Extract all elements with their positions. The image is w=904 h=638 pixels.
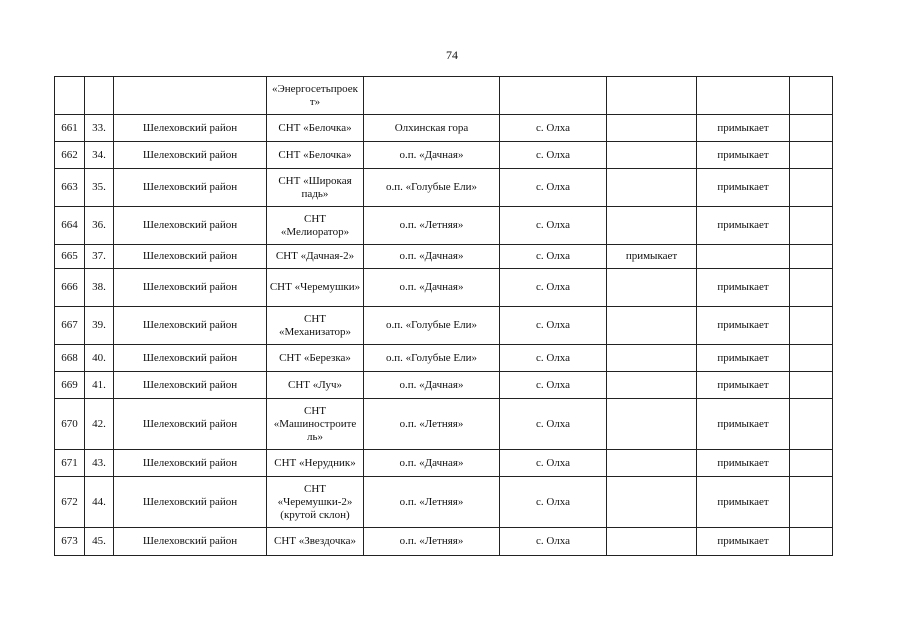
cell-settlement: с. Олха [500, 450, 607, 477]
cell-idx: 44. [85, 477, 114, 528]
cell-num [55, 77, 85, 115]
page-number: 74 [446, 48, 458, 62]
cell-settlement: с. Олха [500, 372, 607, 399]
cell-idx: 40. [85, 345, 114, 372]
table-row [55, 307, 833, 345]
cell-settlement: с. Олха [500, 245, 607, 269]
cell-idx: 43. [85, 450, 114, 477]
cell-district: Шелеховский район [114, 245, 267, 269]
settlements-table [54, 76, 833, 556]
cell-idx: 45. [85, 528, 114, 556]
cell-name: СНТ «Белочка» [267, 115, 364, 142]
cell-location [364, 77, 500, 115]
cell-name: СНТ «Черемушки-2» (крутой склон) [267, 477, 364, 528]
cell-name: СНТ «Механизатор» [267, 307, 364, 345]
cell-col7 [607, 399, 697, 450]
cell-num: 661 [55, 115, 85, 142]
cell-settlement: с. Олха [500, 115, 607, 142]
cell-col7 [607, 450, 697, 477]
cell-name: СНТ «Широкая падь» [267, 169, 364, 207]
cell-col7 [607, 115, 697, 142]
table-row [55, 450, 833, 477]
cell-district: Шелеховский район [114, 269, 267, 307]
cell-col9 [790, 77, 833, 115]
cell-col9 [790, 307, 833, 345]
cell-col7 [607, 307, 697, 345]
cell-location: о.п. «Летняя» [364, 207, 500, 245]
cell-district: Шелеховский район [114, 372, 267, 399]
cell-num: 670 [55, 399, 85, 450]
cell-settlement: с. Олха [500, 142, 607, 169]
cell-num: 664 [55, 207, 85, 245]
cell-name: СНТ «Луч» [267, 372, 364, 399]
cell-name: СНТ «Черемушки» [267, 269, 364, 307]
table-row [55, 399, 833, 450]
cell-col9 [790, 142, 833, 169]
cell-col9 [790, 528, 833, 556]
cell-district [114, 77, 267, 115]
cell-idx: 36. [85, 207, 114, 245]
cell-name: СНТ «Нерудник» [267, 450, 364, 477]
cell-col7 [607, 477, 697, 528]
cell-col7 [607, 269, 697, 307]
cell-col7 [607, 77, 697, 115]
cell-settlement: с. Олха [500, 207, 607, 245]
cell-location: о.п. «Голубые Ели» [364, 307, 500, 345]
cell-num: 662 [55, 142, 85, 169]
cell-name: СНТ «Березка» [267, 345, 364, 372]
cell-col9 [790, 269, 833, 307]
cell-num: 668 [55, 345, 85, 372]
cell-location: о.п. «Дачная» [364, 269, 500, 307]
cell-district: Шелеховский район [114, 207, 267, 245]
table-row [55, 245, 833, 269]
cell-num: 672 [55, 477, 85, 528]
cell-idx: 37. [85, 245, 114, 269]
cell-name: СНТ «Дачная-2» [267, 245, 364, 269]
cell-idx: 33. [85, 115, 114, 142]
cell-col7 [607, 169, 697, 207]
cell-location: о.п. «Голубые Ели» [364, 345, 500, 372]
table-row [55, 345, 833, 372]
cell-district: Шелеховский район [114, 169, 267, 207]
cell-idx: 35. [85, 169, 114, 207]
cell-location: о.п. «Дачная» [364, 450, 500, 477]
cell-col7 [607, 528, 697, 556]
cell-settlement: с. Олха [500, 528, 607, 556]
cell-idx: 42. [85, 399, 114, 450]
cell-location: о.п. «Летняя» [364, 399, 500, 450]
cell-settlement: с. Олха [500, 345, 607, 372]
cell-location: о.п. «Голубые Ели» [364, 169, 500, 207]
cell-col8: примыкает [697, 169, 790, 207]
cell-col9 [790, 345, 833, 372]
cell-settlement: с. Олха [500, 269, 607, 307]
table-row [55, 269, 833, 307]
table-row-continuation [55, 77, 833, 115]
cell-district: Шелеховский район [114, 528, 267, 556]
cell-col8: примыкает [697, 399, 790, 450]
cell-district: Шелеховский район [114, 115, 267, 142]
cell-location: о.п. «Летняя» [364, 477, 500, 528]
cell-location: о.п. «Дачная» [364, 245, 500, 269]
cell-location: о.п. «Летняя» [364, 528, 500, 556]
cell-col9 [790, 399, 833, 450]
table-row [55, 169, 833, 207]
cell-name: СНТ «Машиностроите ль» [267, 399, 364, 450]
cell-col8: примыкает [697, 142, 790, 169]
cell-col7 [607, 372, 697, 399]
cell-col8: примыкает [697, 528, 790, 556]
cell-col7 [607, 207, 697, 245]
cell-col8: примыкает [697, 307, 790, 345]
cell-col8: примыкает [697, 207, 790, 245]
table-row [55, 477, 833, 528]
cell-num: 666 [55, 269, 85, 307]
table-row [55, 207, 833, 245]
cell-col8 [697, 77, 790, 115]
cell-col9 [790, 372, 833, 399]
cell-district: Шелеховский район [114, 399, 267, 450]
cell-idx: 41. [85, 372, 114, 399]
cell-idx: 38. [85, 269, 114, 307]
cell-col9 [790, 115, 833, 142]
cell-location: о.п. «Дачная» [364, 142, 500, 169]
cell-col7 [607, 142, 697, 169]
table-row [55, 528, 833, 556]
cell-district: Шелеховский район [114, 450, 267, 477]
cell-col9 [790, 477, 833, 528]
cell-col7 [607, 345, 697, 372]
cell-location: о.п. «Дачная» [364, 372, 500, 399]
cell-num: 673 [55, 528, 85, 556]
cell-settlement: с. Олха [500, 399, 607, 450]
cell-num: 671 [55, 450, 85, 477]
table-row [55, 142, 833, 169]
cell-name: СНТ «Звездочка» [267, 528, 364, 556]
cell-district: Шелеховский район [114, 345, 267, 372]
cell-col9 [790, 245, 833, 269]
cell-settlement: с. Олха [500, 169, 607, 207]
cell-settlement: с. Олха [500, 477, 607, 528]
cell-name: «Энергосетьпроек т» [267, 77, 364, 115]
cell-col8: примыкает [697, 115, 790, 142]
cell-district: Шелеховский район [114, 307, 267, 345]
cell-col8 [697, 245, 790, 269]
cell-name: СНТ «Белочка» [267, 142, 364, 169]
cell-name: СНТ «Мелиоратор» [267, 207, 364, 245]
cell-col7: примыкает [607, 245, 697, 269]
cell-num: 665 [55, 245, 85, 269]
cell-district: Шелеховский район [114, 477, 267, 528]
cell-district: Шелеховский район [114, 142, 267, 169]
cell-idx [85, 77, 114, 115]
cell-col8: примыкает [697, 269, 790, 307]
cell-col8: примыкает [697, 345, 790, 372]
cell-col9 [790, 207, 833, 245]
cell-idx: 34. [85, 142, 114, 169]
cell-col9 [790, 169, 833, 207]
cell-col8: примыкает [697, 477, 790, 528]
cell-num: 669 [55, 372, 85, 399]
cell-col8: примыкает [697, 372, 790, 399]
cell-num: 663 [55, 169, 85, 207]
cell-num: 667 [55, 307, 85, 345]
cell-col8: примыкает [697, 450, 790, 477]
cell-idx: 39. [85, 307, 114, 345]
table-row [55, 115, 833, 142]
cell-settlement: с. Олха [500, 307, 607, 345]
table-row [55, 372, 833, 399]
cell-settlement [500, 77, 607, 115]
cell-col9 [790, 450, 833, 477]
cell-location: Олхинская гора [364, 115, 500, 142]
